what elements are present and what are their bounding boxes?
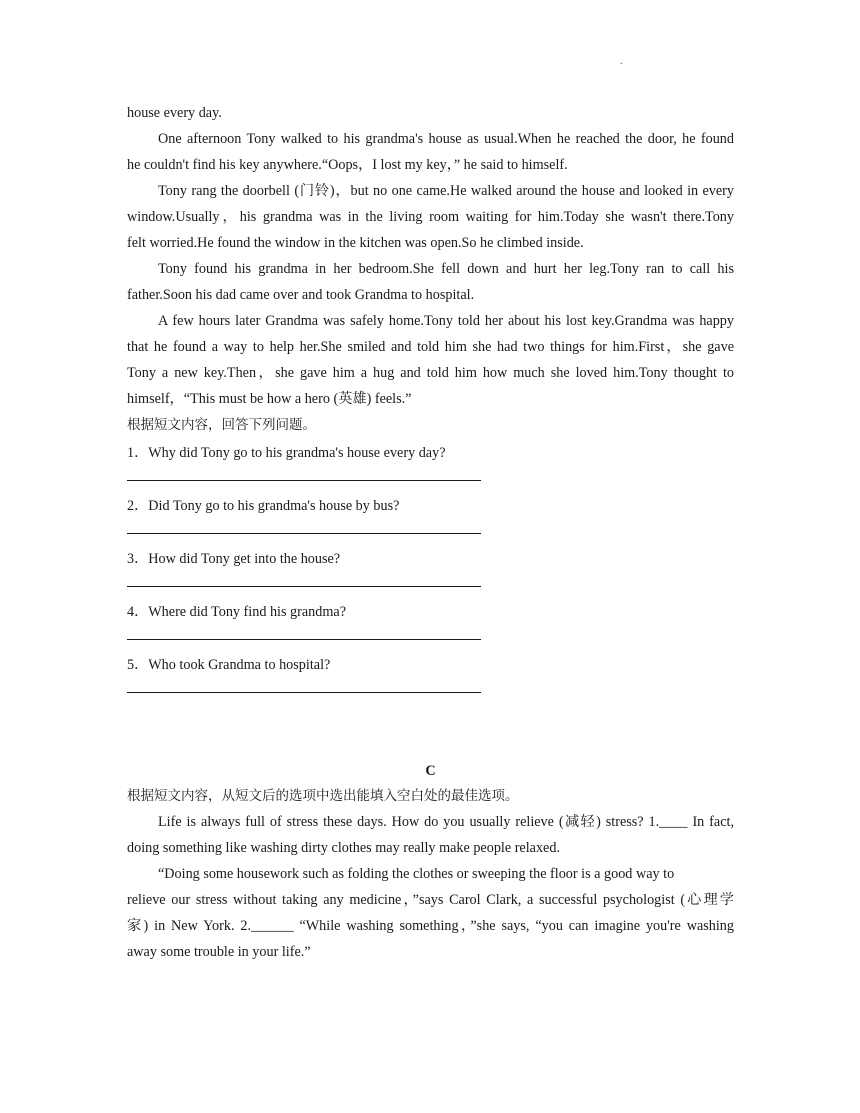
passage-b-line: that he found a way to help her.She smiled and told him she had two things for him.First，she gave	[127, 339, 734, 355]
question-text: 3．How did Tony get into the house?	[127, 551, 341, 567]
passage-b-line: Tony a new key.Then，she gave him a hug and told him how much she loved him.Tony thought to	[127, 365, 734, 381]
passage-b-line: Tony found his grandma in her bedroom.She fell down and hurt her leg.Tony ran to call his	[158, 261, 734, 277]
questions-instruction: 根据短文内容，回答下列问题。	[127, 417, 316, 433]
passage-b-line: felt worried.He found the window in the kitchen was open.So he climbed inside.	[127, 235, 584, 251]
answer-line[interactable]	[127, 639, 481, 640]
passage-c-line: doing something like washing dirty clothes may really make people relaxed.	[127, 840, 560, 856]
passage-c	[127, 809, 734, 965]
answer-line[interactable]	[127, 480, 481, 481]
question-item	[127, 493, 734, 534]
answer-line[interactable]	[127, 692, 481, 693]
passage-b-line: himself，“This must be how a hero (英雄) feels.”	[127, 391, 412, 407]
answer-line[interactable]	[127, 586, 481, 587]
passage-b-line: A few hours later Grandma was safely home.Tony told her about his lost key.Grandma was happy	[158, 313, 734, 329]
question-item	[127, 599, 734, 640]
section-heading: C	[425, 763, 436, 779]
passage-c-line: Life is always full of stress these days. How do you usually relieve (减轻) stress? 1.____ In fact,	[158, 814, 734, 830]
passage-b-line: house every day.	[127, 105, 222, 121]
question-text: 2．Did Tony go to his grandma's house by bus?	[127, 498, 400, 514]
section-c-instruction: 根据短文内容，从短文后的选项中选出能填入空白处的最佳选项。	[127, 788, 519, 804]
passage-c-line: “Doing some housework such as folding the clothes or sweeping the floor is a good way to	[158, 866, 675, 882]
passage-b	[127, 100, 734, 412]
answer-line[interactable]	[127, 533, 481, 534]
question-item	[127, 652, 734, 693]
question-text: 1．Why did Tony go to his grandma's house every day?	[127, 445, 446, 461]
question-text: 5．Who took Grandma to hospital?	[127, 657, 331, 673]
passage-b-line: One afternoon Tony walked to his grandma's house as usual.When he reached the door, he found	[158, 131, 734, 147]
passage-b-line: father.Soon his dad came over and took Grandma to hospital.	[127, 287, 475, 303]
passage-b-line: Tony rang the doorbell (门铃)，but no one came.He walked around the house and looked in every	[158, 183, 734, 199]
passage-c-line: 家) in New York. 2.______ “While washing something，”she says, “you can imagine you're washing	[127, 918, 734, 934]
question-item	[127, 440, 734, 481]
page-marker: .	[620, 56, 623, 67]
question-item	[127, 546, 734, 587]
passage-b-line: window.Usually，his grandma was in the living room waiting for him.Today she wasn't there.Tony	[127, 209, 734, 225]
question-list	[127, 440, 734, 693]
page-content	[127, 100, 734, 965]
passage-c-line: relieve our stress without taking any medicine，”says Carol Clark, a successful psychologist (心理学	[127, 892, 734, 908]
passage-b-line: he couldn't find his key anywhere.“Oops，I lost my key，” he said to himself.	[127, 157, 568, 173]
passage-c-line: away some trouble in your life.”	[127, 944, 311, 960]
question-text: 4．Where did Tony find his grandma?	[127, 604, 346, 620]
